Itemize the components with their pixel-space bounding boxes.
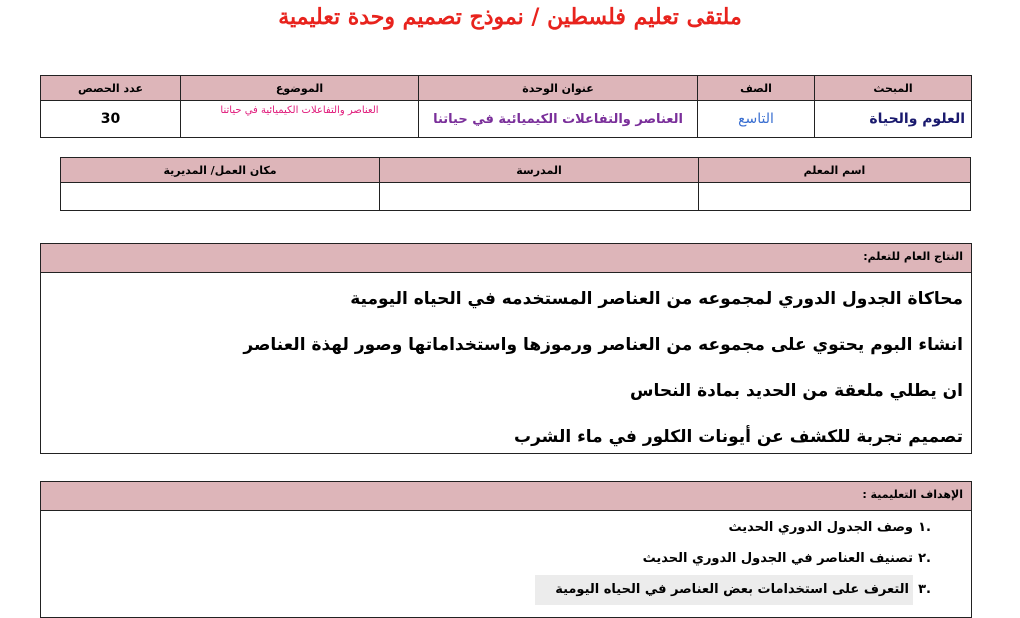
objectives-heading: الإهداف التعليمية : [41, 482, 971, 511]
outcome-item: انشاء البوم يحتوي على مجموعه من العناصر ورموزها واستخداماتها وصور لهذة العناصر [243, 335, 963, 355]
objective-number: ٢. [918, 551, 931, 566]
objective-text: التعرف على استخدامات بعض العناصر في الحياه اليومية [535, 575, 913, 605]
teacher-info-table [60, 157, 971, 211]
school-header: المدرسة [380, 158, 699, 183]
outcome-item: محاكاة الجدول الدوري لمجموعه من العناصر المستخدمه في الحياه اليومية [350, 289, 963, 309]
objective-text: تصنيف العناصر في الجدول الدوري الحديث [642, 551, 913, 566]
topic-value: العناصر والتفاعلات الكيميائية في حياتنا [181, 101, 419, 138]
outcomes-heading: النتاج العام للتعلم: [41, 244, 971, 273]
grade-header: الصف [698, 76, 815, 101]
learning-objectives-section [40, 481, 972, 618]
general-outcomes-section [40, 243, 972, 454]
grade-value: التاسع [698, 101, 815, 138]
objectives-list [41, 511, 971, 606]
unit-title-header: عنوان الوحدة [419, 76, 698, 101]
workplace-value[interactable] [61, 183, 380, 211]
outcomes-list [41, 273, 971, 461]
objective-item [41, 575, 971, 606]
objective-number: ٣. [918, 582, 931, 597]
objective-number: ١. [918, 520, 931, 535]
periods-value: 30 [41, 101, 181, 138]
teacher-value[interactable] [699, 183, 971, 211]
outcome-item: ان يطلي ملعقة من الحديد بمادة النحاس [629, 381, 963, 401]
unit-title-value: العناصر والتفاعلات الكيميائية في حياتنا [419, 101, 698, 138]
workplace-header: مكان العمل/ المديرية [61, 158, 380, 183]
periods-header: عدد الحصص [41, 76, 181, 101]
objective-text: وصف الجدول الدوري الحديث [728, 520, 913, 535]
unit-info-table [40, 75, 972, 138]
subject-value: العلوم والحياة [815, 101, 972, 138]
outcome-item: تصميم تجربة للكشف عن أيونات الكلور في ماء الشرب [513, 427, 963, 447]
topic-header: الموضوع [181, 76, 419, 101]
objective-item [41, 513, 971, 544]
subject-header: المبحث [815, 76, 972, 101]
teacher-header: اسم المعلم [699, 158, 971, 183]
page-title: ملتقى تعليم فلسطين / نموذج تصميم وحدة تعليمية [278, 4, 742, 30]
school-value[interactable] [380, 183, 699, 211]
objective-item [41, 544, 971, 575]
